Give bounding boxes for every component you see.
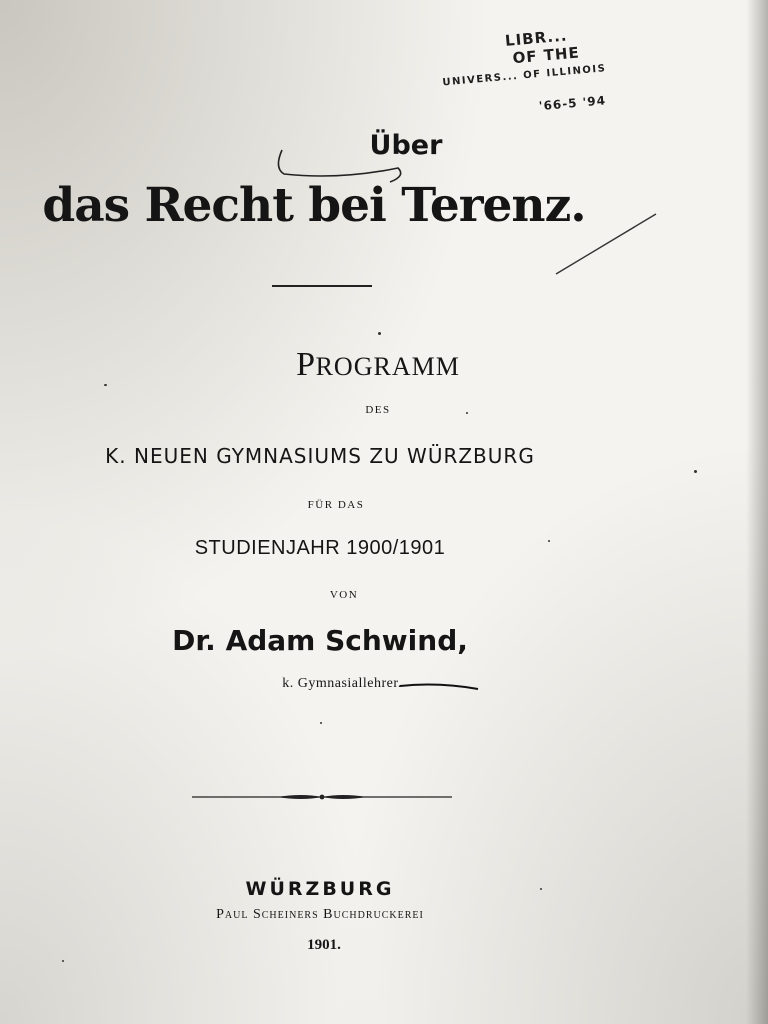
pencil-underline-mark bbox=[398, 680, 482, 694]
title-divider bbox=[272, 285, 372, 287]
document-type-rest: ROGRAMM bbox=[315, 352, 460, 381]
imprint-year: 1901. bbox=[307, 937, 341, 953]
paper-speck bbox=[62, 960, 64, 962]
document-type bbox=[0, 346, 762, 384]
main-title: das Recht bei Terenz. bbox=[42, 178, 586, 233]
imprint-printer: Paul Scheiners Buchdruckerei bbox=[216, 907, 424, 922]
school-year: STUDIENJAHR 1900/1901 bbox=[194, 537, 446, 559]
document-type-initial: P bbox=[296, 346, 316, 383]
library-stamp bbox=[432, 12, 670, 132]
ornamental-rule bbox=[192, 793, 452, 801]
stamp-line-1: LIBR... bbox=[504, 26, 569, 50]
paper-speck bbox=[548, 540, 550, 542]
des-line: DES bbox=[365, 404, 391, 416]
institution-name: K. NEUEN GYMNASIUMS ZU WÜRZBURG bbox=[105, 444, 535, 468]
paper-speck bbox=[104, 384, 107, 386]
title-preposition: Über bbox=[369, 130, 443, 161]
paper-speck bbox=[466, 412, 468, 414]
imprint-city: WÜRZBURG bbox=[245, 878, 395, 900]
stamp-line-4: '66-5 '94 bbox=[538, 93, 607, 114]
author-name: Dr. Adam Schwind, bbox=[172, 624, 468, 657]
stamp-line-3: UNIVERS... OF ILLINOIS bbox=[442, 63, 607, 89]
paper-speck bbox=[694, 470, 697, 473]
author-role: k. Gymnasiallehrer. bbox=[282, 676, 402, 691]
von-line: VON bbox=[329, 589, 359, 601]
pencil-stroke-mark bbox=[552, 208, 662, 278]
paper-speck bbox=[540, 888, 542, 890]
stamp-line-2: OF THE bbox=[511, 43, 581, 68]
fuer-das-line: FÜR DAS bbox=[307, 499, 365, 511]
paper-speck bbox=[320, 722, 322, 724]
paper-speck bbox=[378, 332, 381, 335]
